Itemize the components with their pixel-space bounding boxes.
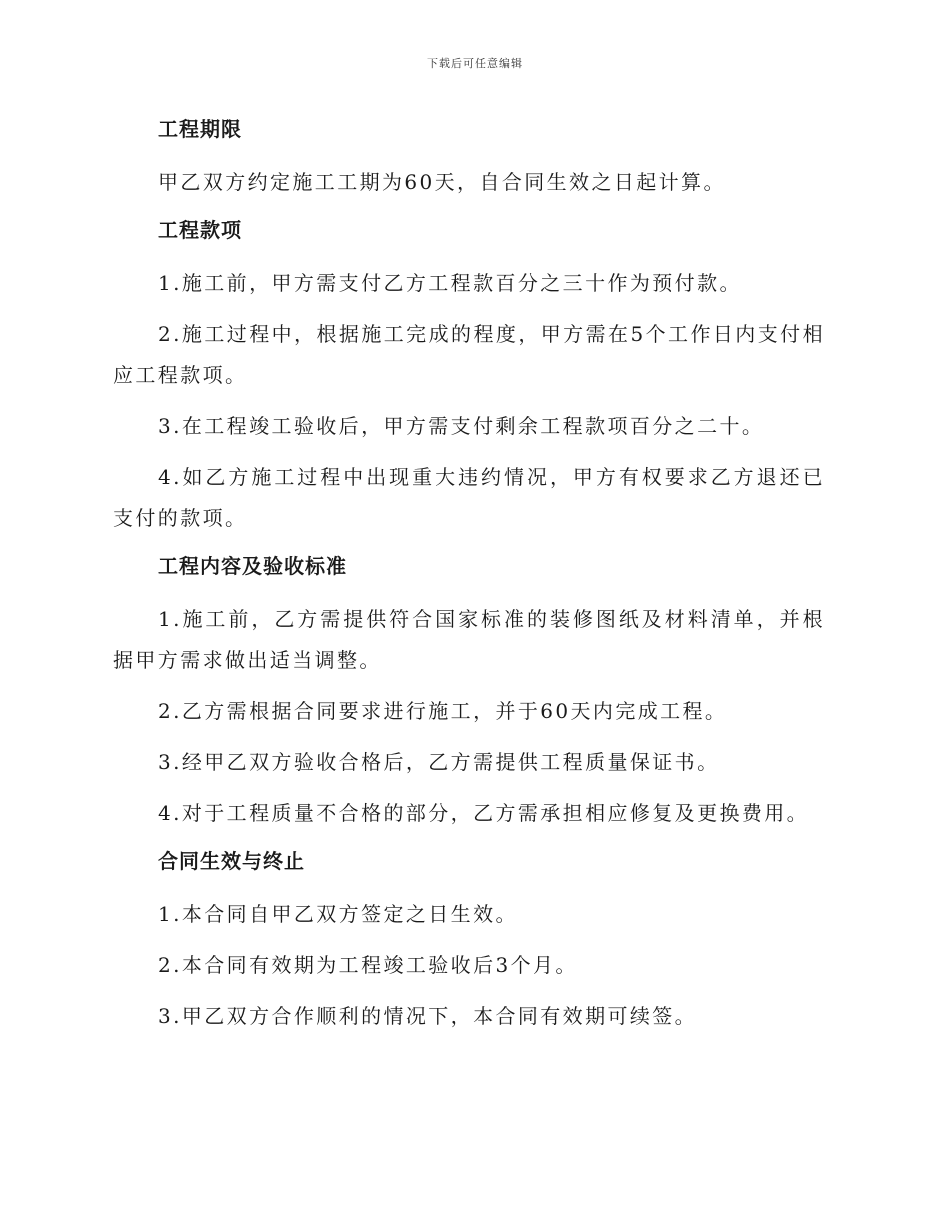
paragraph: 1.本合同自甲乙双方签定之日生效。 <box>158 902 518 926</box>
paragraph: 1.施工前，乙方需提供符合国家标准的装修图纸及材料清单，并根据甲方需求做出适当调整。 <box>113 607 825 672</box>
paragraph: 2.施工过程中，根据施工完成的程度，甲方需在5个工作日内支付相应工程款项。 <box>113 322 825 387</box>
document-body <box>113 112 825 1047</box>
section-title: 工程期限 <box>158 117 242 141</box>
paragraph: 3.经甲乙双方验收合格后，乙方需提供工程质量保证书。 <box>158 750 720 774</box>
section-effect-termination <box>113 844 825 1037</box>
section-title: 合同生效与终止 <box>158 849 305 873</box>
section-content-acceptance <box>113 549 825 834</box>
paragraph: 4.对于工程质量不合格的部分，乙方需承担相应修复及更换费用。 <box>158 801 810 825</box>
section-duration <box>113 112 825 203</box>
section-title: 工程款项 <box>158 218 242 242</box>
paragraph: 3.在工程竣工验收后，甲方需支付剩余工程款项百分之二十。 <box>158 414 765 438</box>
paragraph: 甲乙双方约定施工工期为60天，自合同生效之日起计算。 <box>158 170 726 194</box>
paragraph: 4.如乙方施工过程中出现重大违约情况，甲方有权要求乙方退还已支付的款项。 <box>113 465 825 530</box>
paragraph: 1.施工前，甲方需支付乙方工程款百分之三十作为预付款。 <box>158 271 742 295</box>
section-title: 工程内容及验收标准 <box>158 554 347 578</box>
section-payment <box>113 213 825 539</box>
paragraph: 2.乙方需根据合同要求进行施工，并于60天内完成工程。 <box>158 699 728 723</box>
page-header: 下载后可任意编辑 <box>427 57 523 70</box>
paragraph: 3.甲乙双方合作顺利的情况下，本合同有效期可续签。 <box>158 1004 698 1028</box>
paragraph: 2.本合同有效期为工程竣工验收后3个月。 <box>158 953 578 977</box>
